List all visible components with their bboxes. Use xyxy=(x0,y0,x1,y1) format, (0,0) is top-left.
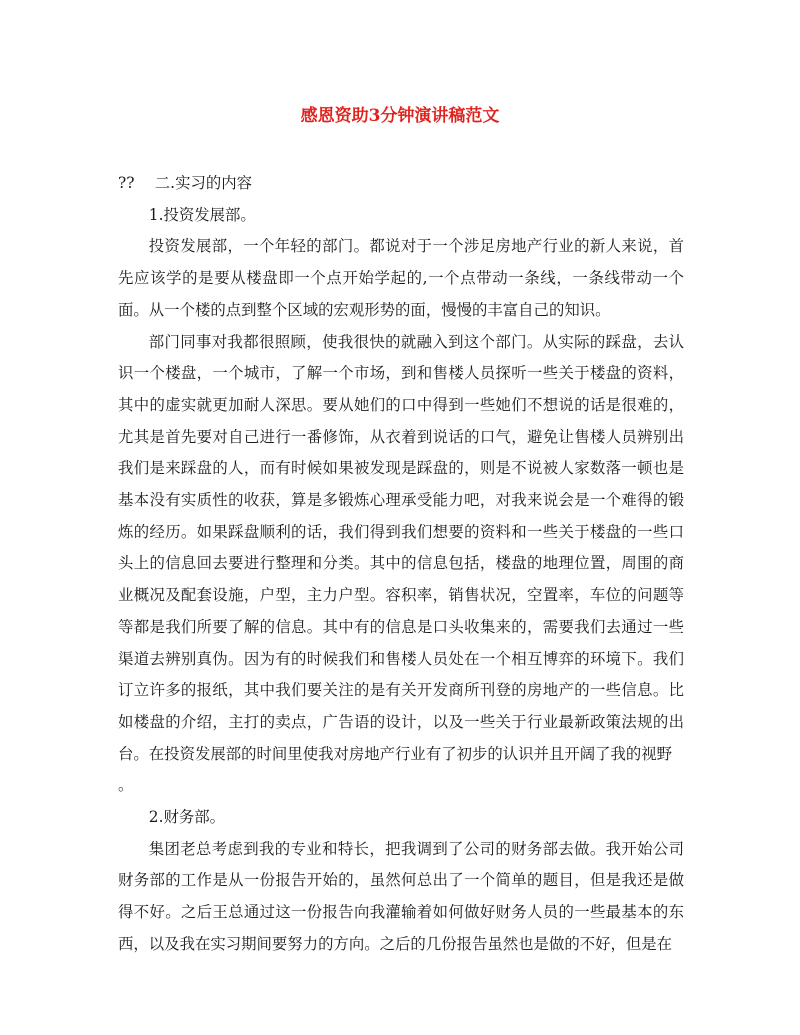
subsection-heading-1: 1.投资发展部。 xyxy=(148,205,256,224)
paragraph-1: 投资发展部，一个年轻的部门。都说对于一个涉足房地产行业的新人来说，首先应该学的是要从楼盘即一个点开始学起的,一个点带动一条线，一条线带动一个面。从一个楼的点到整个区域的宏观形势的面，慢慢的丰富自己的知识。 xyxy=(118,237,684,319)
paragraph-2: 部门同事对我都很照顾，使我很快的就融入到这个部门。从实际的踩盘，去认识一个楼盘，一个城市，了解一个市场，到和售楼人员探听一些关于楼盘的资料，其中的虚实就更加耐人深思。要从她们的口中得到一些她们不想说的话是很难的，尤其是首先要对自己进行一番修饰，从衣着到说话的口气，避免让售楼人员辨别出我们是来踩盘的人，而有时候如果被发现是踩盘的，则是不说被人家数落一顿也是基本没有实质性的收获，算是多锻炼心理承受能力吧，对我来说会是一个难得的锻炼的经历。如果踩盘顺利的话，我们得到我们想要的资料和一些关于楼盘的一些口头上的信息回去要进行整理和分类。其中的信息包括，楼盘的地理位置，周围的商业概况及配套设施，户型，主力户型。容积率，销售状况，空置率，车位的问题等等都是我们所要了解的信息。其中有的信息是口头收集来的，需要我们去通过一些渠道去辨别真伪。因为有的时候我们和售楼人员处在一个相互博弈的环境下。我们订立许多的报纸，其中我们要关注的是有关开发商所刊登的房地产的一些信息。比如楼盘的介绍，主打的卖点，广告语的设计，以及一些关于行业最新政策法规的出台。在投资发展部的时间里使我对房地产行业有了初步的认识并且开阔了我的视野 xyxy=(118,332,684,763)
paragraph-3: 集团老总考虑到我的专业和特长，把我调到了公司的财务部去做。我开始公司财务部的工作是从一份报告开始的，虽然何总出了一个简单的题目，但是我还是做得不好。之后王总通过这一份报告向我灌输着如何做好财务人员的一些最基本的东西，以及我在实习期间要努力的方向。之后的几份报告虽然也是做的不好，但是在 xyxy=(118,839,684,953)
document-body xyxy=(118,168,684,961)
subsection-heading-2: 2.财务部。 xyxy=(148,808,226,827)
paragraph-2-ending: 。 xyxy=(118,776,134,795)
document-title: 感恩资助3分钟演讲稿范文 xyxy=(300,106,500,126)
section-heading: ?? 二.实习的内容 xyxy=(118,174,253,192)
